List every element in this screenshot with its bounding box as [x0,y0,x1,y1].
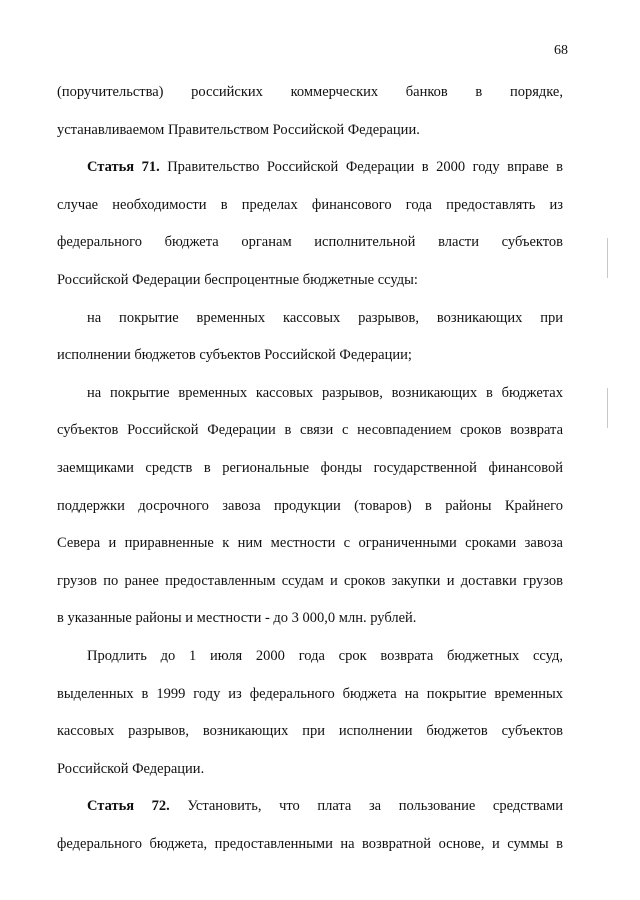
text-line: субъектов Российской Федерации в связи с несовпадением сроков возврата [57,422,563,439]
article-71-label: Статья 71. [87,159,160,176]
text-line: Российской Федерации. [57,760,205,777]
text-line: кассовых разрывов, возникающих при исполнении бюджетов субъектов [57,723,563,740]
text-line: поддержки досрочного завоза продукции (товаров) в районы Крайнего [57,497,563,514]
text-line: случае необходимости в пределах финансового года предоставлять из [57,196,563,213]
text-line: грузов по ранее предоставленным ссудам и сроков закупки и доставки грузов [57,572,563,589]
scan-artifact [607,238,608,278]
article-72-label: Статья 72. [87,798,170,815]
text-line: исполнении бюджетов субъектов Российской Федерации; [57,347,412,364]
text-line: в указанные районы и местности - до 3 000,0 млн. рублей. [57,610,417,627]
article-72-text: Установить, что плата за пользование средствами [169,798,564,815]
page-number: 68 [554,43,568,58]
text-line: федерального бюджета, предоставленными на возвратной основе, и суммы в [57,835,563,852]
text-line: Российской Федерации беспроцентные бюджетные ссуды: [57,271,418,288]
paragraph-cash-gaps-budgets [57,383,563,646]
text-line: на покрытие временных кассовых разрывов, возникающих в бюджетах [87,384,563,401]
text-line: выделенных в 1999 году из федерального бюджета на покрытие временных [57,685,563,702]
text-line [57,796,563,834]
article-71-text: Правительство Российской Федерации в 2000 году вправе в [159,159,563,176]
document-body [57,82,563,871]
paragraph-continuation [57,82,563,157]
text-line [57,157,563,195]
text-line: (поручительства) российских коммерческих банков в порядке, [57,84,563,100]
text-line: устанавливаемом Правительством Российской Федерации. [57,121,420,138]
text-line: заемщиками средств в региональные фонды государственной финансовой [57,459,563,476]
text-line: Севера и приравненные к ним местности с ограниченными сроками завоза [57,535,563,552]
paragraph-extend-loans [57,646,563,796]
text-line: Продлить до 1 июля 2000 года срок возврата бюджетных ссуд, [87,647,563,664]
article-72-paragraph [57,796,563,871]
article-71-paragraph [57,157,563,307]
paragraph-cash-gaps-execution [57,308,563,383]
scan-artifact [607,388,608,428]
text-line: федерального бюджета органам исполнительной власти субъектов [57,234,563,251]
text-line: на покрытие временных кассовых разрывов, возникающих при [87,309,563,326]
